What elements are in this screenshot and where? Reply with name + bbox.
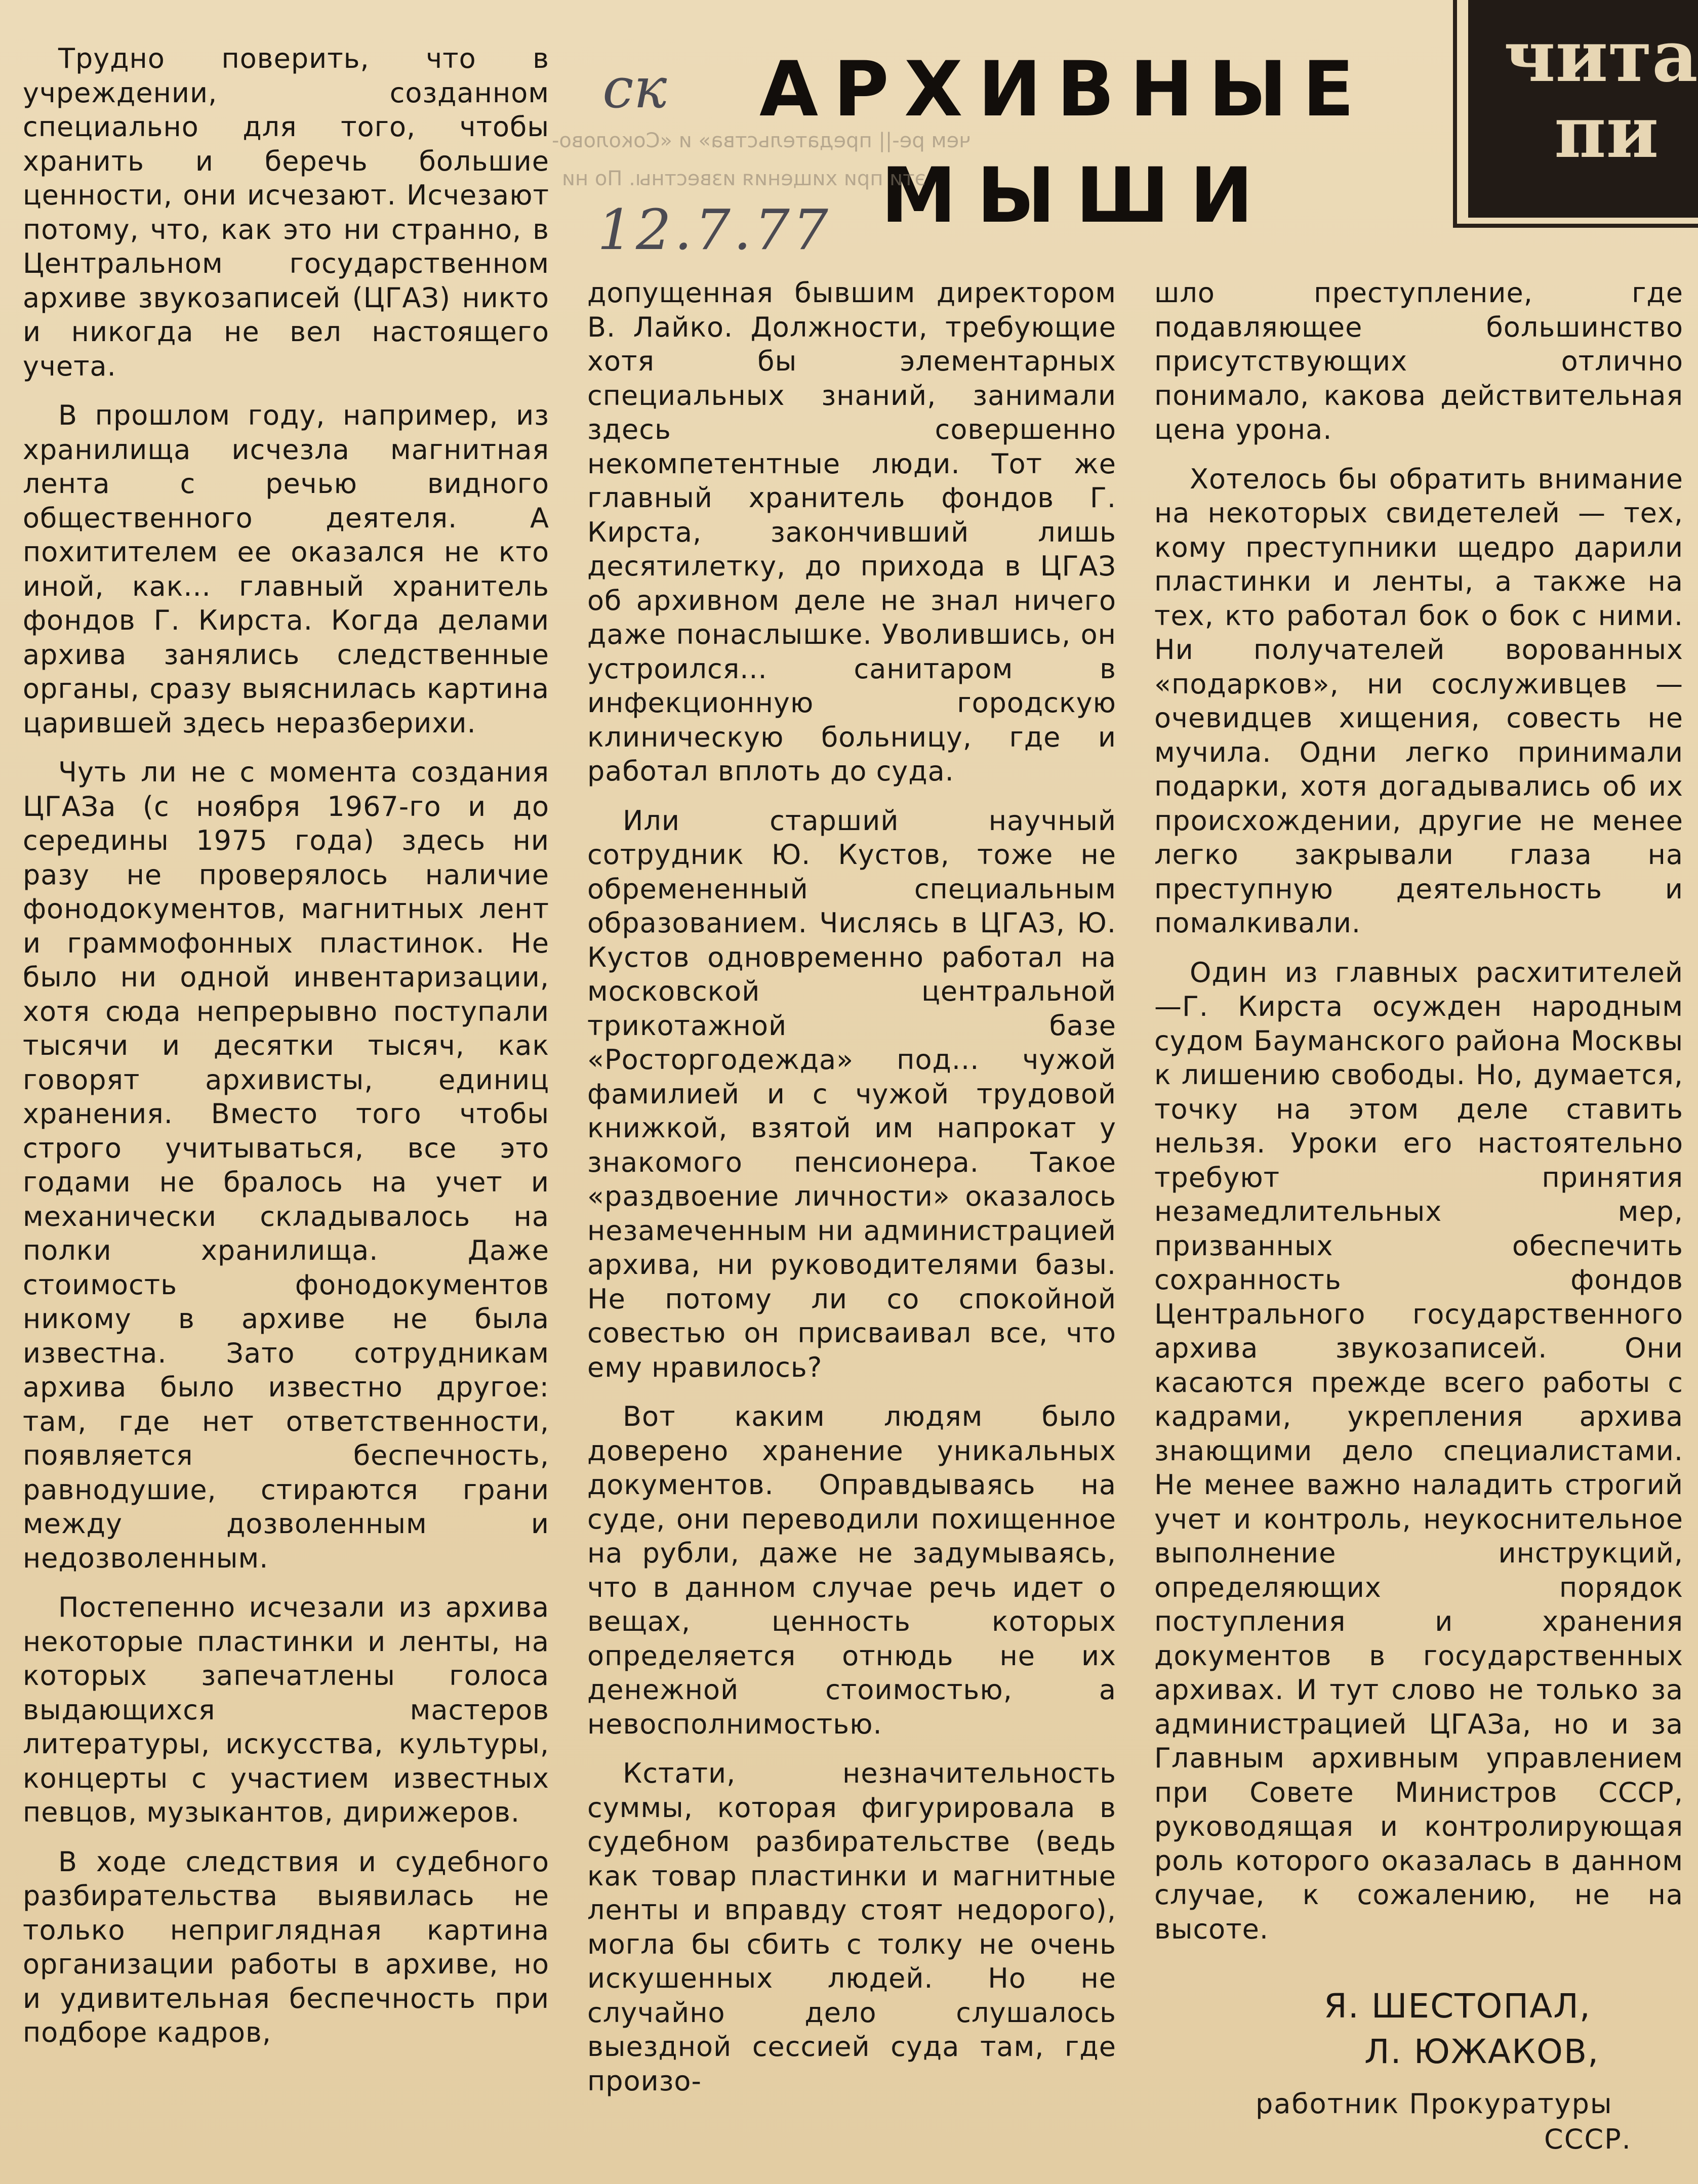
paragraph: Один из главных расхитителей—Г. Кирста осужден народным судом Бауманского района Москвы к лишению свободы. Но, думается, точку на этом деле ставить нельзя. Уроки его настоятельно требуют принятия незамедлительных мер, призванных обеспечить сохранность фондов Центрального государственного архива звукозаписей. Они касаются прежде всего работы с кадрами, укрепления архива знающими дело специалистами. Не менее важно наладить строгий учет и контроль, неукоснительное выполнение инструкций, определяющих порядок поступления и хранения документов в государственных архивах. И тут слово не только за администрацией ЦГАЗа, но и за Главным архивным управлением при Совете Министров СССР, руководящая и контролирующая роль которого оказалась в данном случае, к сожалению, не на высоте. (1154, 956, 1683, 1945)
adjacent-article-text-2: пи (1554, 91, 1659, 174)
handwritten-mark: ск (602, 56, 667, 120)
adjacent-article-block (1468, 0, 1698, 218)
paragraph: Хотелось бы обратить внимание на некоторых свидетелей — тех, кому преступники щедро дарили пластинки и ленты, а также на тех, кто работал бок о бок с ними. Ни получателей ворованных «подарков», ни сослуживцев — очевидцев хищения, совесть не мучила. Одни легко принимали подарки, хотя догадывались об их происхождении, другие не менее легко закрывали глаза на преступную деятельность и помалкивали. (1154, 463, 1683, 939)
paragraph: Вот каким людям было доверено хранение уникальных документов. Оправдываясь на суде, они переводили похищенное на рубли, даже не задумываясь, что в данном случае речь идет о вещах, ценность которых определяется отнюдь не их денежной стоимостью, а невосполнимостью. (587, 1400, 1116, 1740)
handwritten-date: 12.7.77 (597, 197, 831, 262)
paragraph: В ходе следствия и судебного разбирательства выявилась не только неприглядная картина организации работы в архиве, но и удивительная беспечность при подборе кадров, (23, 1845, 549, 2048)
bleed-through-text-1: чем ре-|| предательства» и «Соколово- (552, 129, 971, 152)
paragraph: Чуть ли не с момента создания ЦГАЗа (с ноября 1967-го и до середины 1975 года) здесь ни разу не проверялось наличие фонодокументов, магнитных лент и граммофонных пластинок. Не было ни одной инвентаризации, хотя сюда непрерывно поступали тысячи и десятки тысяч, как говорят архивисты, единиц хранения. Вместо того чтобы строго учитываться, все это годами не бралось на учет и механически складывалось на полки хранилища. Даже стоимость фонодокументов никому в архиве не была известна. Зато сотрудникам архива было известно другое: там, где нет ответственности, появляется беспечность, равнодушие, стираются грани между дозволенным и недозволенным. (23, 756, 549, 1574)
article-column-3 (1154, 276, 1683, 1961)
article-column-1 (23, 42, 549, 2065)
paragraph: Постепенно исчезали из архива некоторые пластинки и ленты, на которых запечатлены голоса выдающихся мастеров литературы, искусства, культуры, концерты с участием известных певцов, музыкантов, дирижеров. (23, 1591, 549, 1828)
author-signature-2: Л. ЮЖАКОВ, (1364, 2032, 1600, 2071)
paragraph: Кстати, незначительность суммы, которая фигурировала в судебном разбирательстве (ведь как товар пластинки и магнитные ленты и вправду стоят недорого), могла бы сбить с толку не очень искушенных людей. Но не случайно дело слушалось выездной сессией суда там, где произо- (587, 1757, 1116, 2097)
paragraph: допущенная бывшим директором В. Лайко. Должности, требующие хотя бы элементарных специальных знаний, занимали здесь совершенно некомпетентные люди. Тот же главный хранитель фондов Г. Кирста, закончивший лишь десятилетку, до прихода в ЦГАЗ об архивном деле не знал ничего даже понаслышке. Уволившись, он устроился... санитаром в инфекционную городскую клиническую больницу, где и работал вплоть до суда. (587, 277, 1116, 787)
adjacent-article-text-1: чита (1504, 15, 1698, 98)
headline-line-1: АРХИВНЫЕ (759, 46, 1369, 134)
headline-line-2: МЫШИ (881, 152, 1274, 240)
author-signature-1: Я. ШЕСТОПАЛ, (1324, 1987, 1591, 2026)
article-column-2 (587, 276, 1116, 2113)
author-affiliation: работник Прокуратуры (1256, 2088, 1613, 2120)
paragraph: Трудно поверить, что в учреждении, созданном специально для того, чтобы хранить и беречь большие ценности, они исчезают. Исчезают потому, что, как это ни странно, в Центральном государственном архиве звукозаписей (ЦГАЗ) никто и никогда не вел настоящего учета. (23, 43, 549, 382)
paragraph: В прошлом году, например, из хранилища исчезла магнитная лента с речью видного общественного деятеля. А похитителем ее оказался не кто иной, как... главный хранитель фондов Г. Кирста. Когда делами архива занялись следственные органы, сразу выяснилась картина царившей здесь неразберихи. (23, 399, 549, 739)
bleed-through-text-2: эти при хищения известны. По ни (562, 167, 926, 190)
paragraph: шло преступление, где подавляющее большинство присутствующих отлично понимало, какова действительная цена урона. (1154, 277, 1683, 445)
author-affiliation-country: СССР. (1544, 2123, 1632, 2155)
paragraph: Или старший научный сотрудник Ю. Кустов, тоже не обремененный специальным образованием. Числясь в ЦГАЗ, Ю. Кустов одновременно работал на московской центральной трикотажной базе «Росторгодежда» под... чужой фамилией и с чужой трудовой книжкой, взятой им напрокат у знакомого пенсионера. Такое «раздвоение личности» оказалось незамеченным ни администрацией архива, ни руководителями базы. Не потому ли со спокойной совестью он присваивал все, что ему нравилось? (587, 804, 1116, 1383)
